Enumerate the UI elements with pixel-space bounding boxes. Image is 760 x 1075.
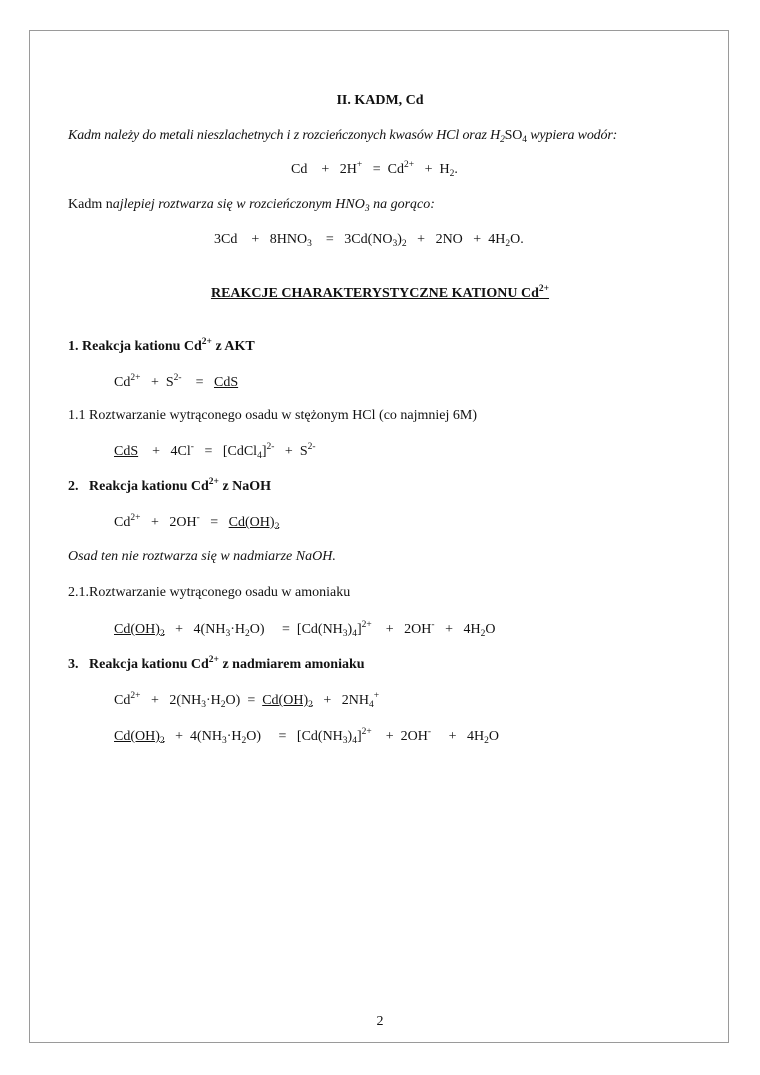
reaction-1-1-equation: CdS + 4Cl- = [CdCl$_4$]$^{2-}$ + $S^{2-}$: [114, 442, 316, 461]
intro-paragraph-1: Kadm należy do metali nieszlachetnych i z rozcieńczonych kwasów HCl oraz $H_2SO_4$ wypiera wodór:: [68, 128, 618, 145]
reaction-1-1-heading: 1.1 Roztwarzanie wytrąconego osadu w stężonym HCl (co najmniej 6M): [68, 408, 478, 423]
page-number: 2: [376, 1014, 384, 1029]
reaction-3-equation-2: $Cd(OH)_2 + 4(NH_3\cdot H_2O)$ = $[Cd(NH_3)_4]^{2+}$ + 2OH- + $4H_2O$: [114, 727, 499, 746]
page-title: II. KADM, Cd: [336, 93, 424, 108]
reaction-3-equation-1: $Cd^{2+} + 2(NH_3\cdot H_2O) = Cd(OH)_2 + 2NH_4^+$: [114, 691, 380, 710]
reaction-1-heading: 1. Reakcja kationu $Cd^{2+}$ z AKT: [68, 337, 255, 354]
reaction-2-1-equation: $Cd(OH)_2 + 4(NH_3\cdot H_2O)$ = $[Cd(NH_3)_4]^{2+}$ + $2OH^- + 4H_2O$: [114, 620, 496, 639]
reaction-3-heading: 3. Reakcja kationu $Cd^{2+}$ z nadmiarem amoniaku: [68, 655, 365, 672]
equation-cd-acid: Cd + 2H+ = $Cd^{2+}$ + $H_2$.: [291, 160, 458, 179]
reaction-2-1-heading: 2.1.Roztwarzanie wytrąconego osadu w amoniaku: [68, 585, 351, 600]
section-heading: REAKCJE CHARAKTERYSTYCZNE KATIONU $Cd^{2+}$: [210, 284, 550, 301]
reaction-2-equation: $Cd^{2+} + 2OH^- = Cd(OH)_2$: [114, 513, 280, 532]
page-border: [29, 30, 729, 1043]
equation-cd-nitric: 3Cd + $8HNO_3$ = $3Cd(NO_3)_2 + 2NO + 4H_2O$.: [214, 232, 524, 249]
intro-paragraph-2: Kadm najlepiej roztwarza się w rozcieńczonym $HNO_3$ na gorąco:: [68, 197, 435, 214]
reaction-2-note: Osad ten nie roztwarza się w nadmiarze NaOH.: [68, 549, 336, 564]
reaction-1-equation: $Cd^{2+} + S^{2-}$ = CdS: [114, 373, 239, 390]
reaction-2-heading: 2. Reakcja kationu $Cd^{2+}$ z NaOH: [68, 477, 272, 494]
